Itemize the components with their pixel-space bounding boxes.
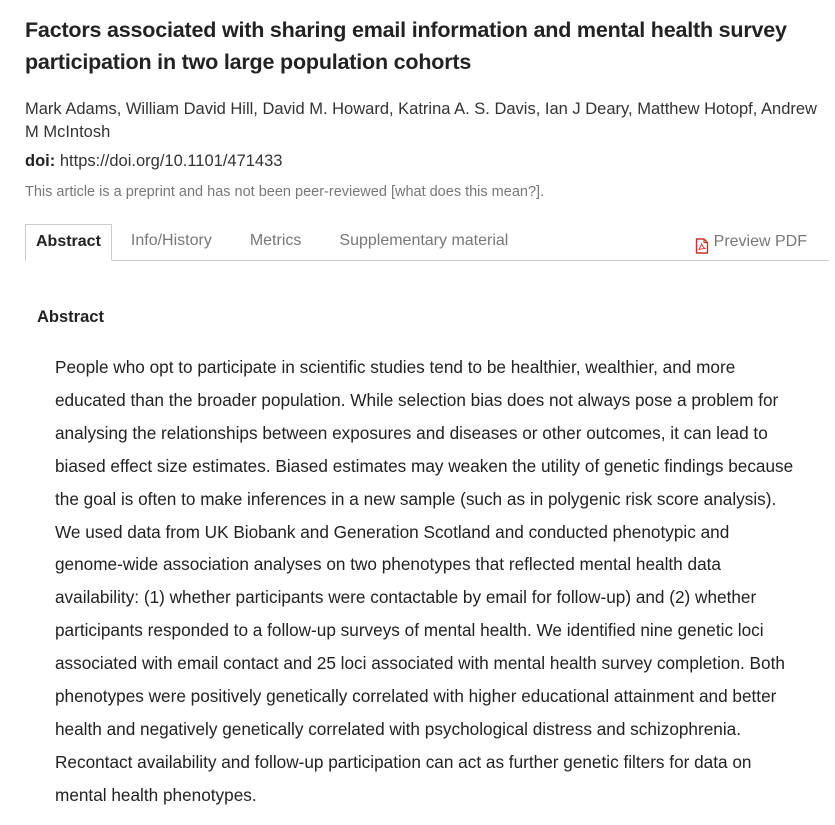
abstract-heading: Abstract (37, 308, 104, 326)
preprint-notice (25, 182, 827, 202)
tab-metrics[interactable]: Metrics (249, 232, 302, 249)
tab-abstract[interactable]: Abstract (25, 224, 112, 261)
doi-line (25, 150, 827, 172)
preview-pdf-label: Preview PDF (713, 233, 807, 250)
what-does-this-mean-link[interactable]: [what does this mean?] (390, 184, 541, 200)
preprint-notice-end: . (540, 184, 545, 200)
doi-label: doi: (25, 152, 56, 170)
abstract-section (25, 307, 827, 812)
doi-link[interactable]: https://doi.org/10.1101/471433 (59, 152, 283, 170)
article-tabs (25, 225, 829, 261)
article-title: Factors associated with sharing email information and mental health survey participation in two large population cohorts (25, 18, 787, 74)
author-list: Mark Adams, William David Hill, David M. Howard, Katrina A. S. Davis, Ian J Deary, Matthew Hotopf, Andrew M McIntosh (25, 100, 817, 141)
pdf-file-icon (695, 233, 709, 249)
preprint-notice-text: This article is a preprint and has not been peer-reviewed (25, 184, 387, 200)
tab-info-history[interactable]: Info/History (130, 232, 212, 249)
abstract-body: People who opt to participate in scientific studies tend to be healthier, wealthier, and more educated than the broader population. While selection bias does not always pose a problem for analysing the relationships between exposures and diseases or other outcomes, it can lead to biased effect size estimates. Biased estimates may weaken the utility of genetic findings because the goal is often to make inferences in a new sample (such as in polygenic risk score analysis). We used data from UK Biobank and Generation Scotland and conducted phenotypic and genome-wide association analyses on two phenotypes that reflected mental health data availability: (1) whether participants were contactable by email for follow-up) and (2) whether participants responded to a follow-up surveys of mental health. We identified nine genetic loci associated with email contact and 25 loci associated with mental health survey completion. Both phenotypes were positively genetically correlated with higher educational attainment and better health and negatively genetically correlated with psychological distress and schizophrenia. Recontact availability and follow-up participation can act as further genetic filters for data on mental health phenotypes. (55, 357, 794, 805)
preview-pdf-button[interactable] (695, 225, 807, 259)
tab-supplementary-material[interactable]: Supplementary material (339, 232, 509, 249)
